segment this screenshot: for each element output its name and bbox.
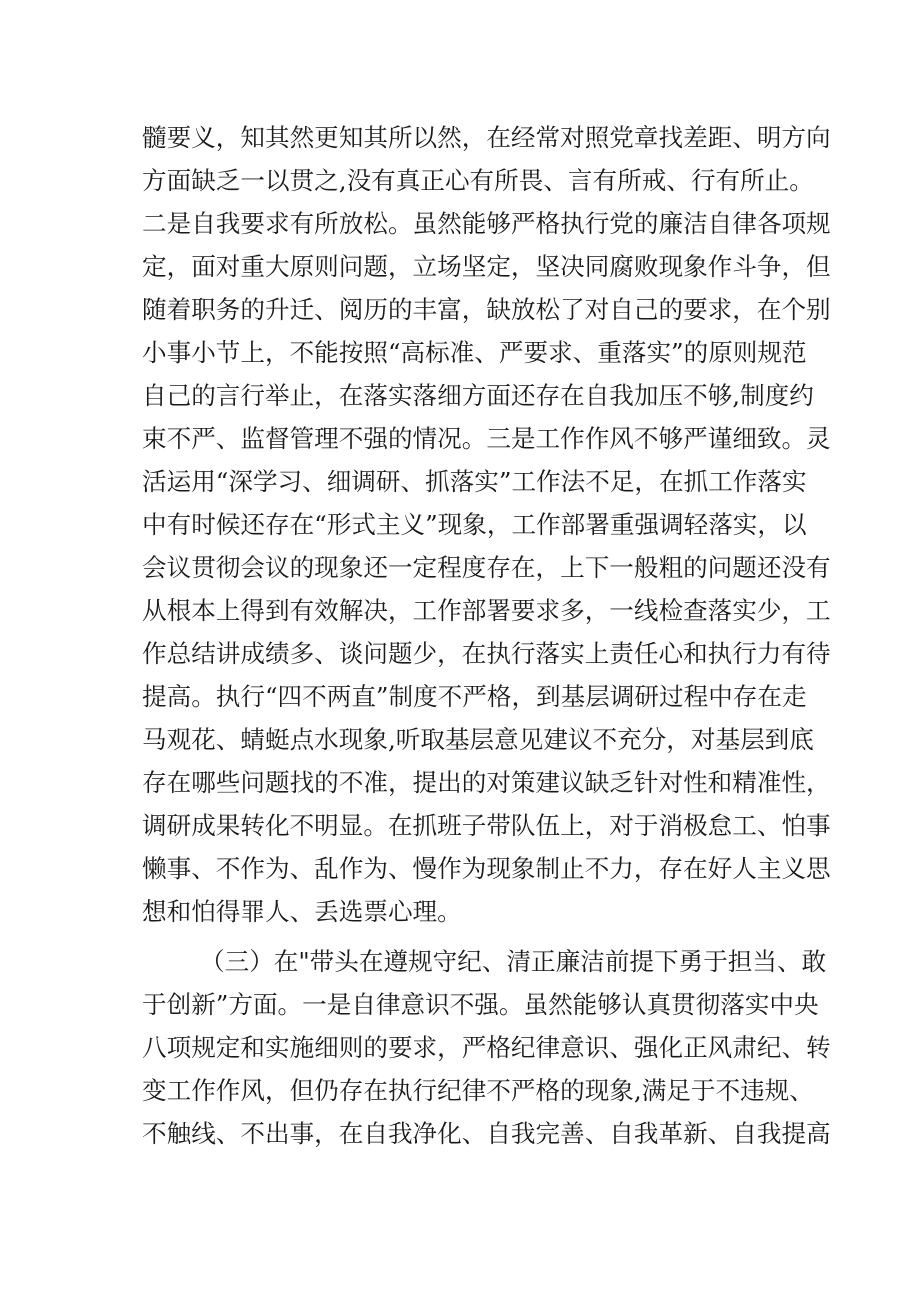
text-line: 懒事、不作为、乱作为、慢作为现象制止不力，存在好人主义思: [142, 854, 831, 883]
text-line: 作总结讲成绩多、谈问题少，在执行落实上责任心和执行力有待: [142, 639, 831, 668]
text-line: 会议贯彻会议的现象还一定程度存在，上下一般粗的问题还没有: [142, 553, 831, 582]
text-line: 马观花、蜻蜓点水现象,听取基层意见建议不充分，对基层到底: [142, 725, 814, 754]
text-line: 不触线、不出事，在自我净化、自我完善、自我革新、自我提高: [142, 1119, 831, 1148]
text-line: 定，面对重大原则问题，立场坚定，坚决同腐败现象作斗争，但: [142, 252, 831, 281]
text-line: 活运用“深学习、细调研、抓落实”工作法不足，在抓工作落实: [142, 467, 807, 496]
text-line: 调研成果转化不明显。在抓班子带队伍上，对于消极怠工、怕事: [142, 811, 831, 840]
text-line: 中有时候还存在“形式主义”现象，工作部署重强调轻落实，以: [142, 510, 807, 539]
text-line: 二是自我要求有所放松。虽然能够严格执行党的廉洁自律各项规: [142, 209, 831, 238]
text-line: 髓要义，知其然更知其所以然，在经常对照党章找差距、明方向: [142, 123, 831, 152]
section-heading-line: （三）在"带头在遵规守纪、清正廉洁前提下勇于担当、敢: [200, 947, 827, 976]
text-line: 存在哪些问题找的不准，提出的对策建议缺乏针对性和精准性，: [142, 768, 831, 797]
text-line: 方面缺乏一以贯之,没有真正心有所畏、言有所戒、行有所止。: [142, 166, 814, 195]
text-line: 八项规定和实施细则的要求，严格纪律意识、强化正风肃纪、转: [142, 1033, 831, 1062]
text-line: 提高。执行“四不两直”制度不严格，到基层调研过程中存在走: [142, 682, 807, 711]
text-line: 随着职务的升迁、阅历的丰富，缺放松了对自己的要求，在个别: [142, 295, 831, 324]
text-line: 变工作作风，但仍存在执行纪律不严格的现象,满足于不违规、: [142, 1076, 814, 1105]
text-line: 束不严、监督管理不强的情况。三是工作作风不够严谨细致。灵: [142, 424, 831, 453]
text-line: 自己的言行举止，在落实落细方面还存在自我加压不够,制度约: [142, 381, 814, 410]
text-line: 从根本上得到有效解决，工作部署要求多，一线检查落实少，工: [142, 596, 831, 625]
text-line: 小事小节上，不能按照“高标准、严要求、重落实”的原则规范: [142, 338, 807, 367]
text-line: 想和怕得罪人、丢选票心理。: [142, 897, 462, 926]
text-line: 于创新”方面。一是自律意识不强。虽然能够认真贯彻落实中央: [142, 990, 819, 1019]
